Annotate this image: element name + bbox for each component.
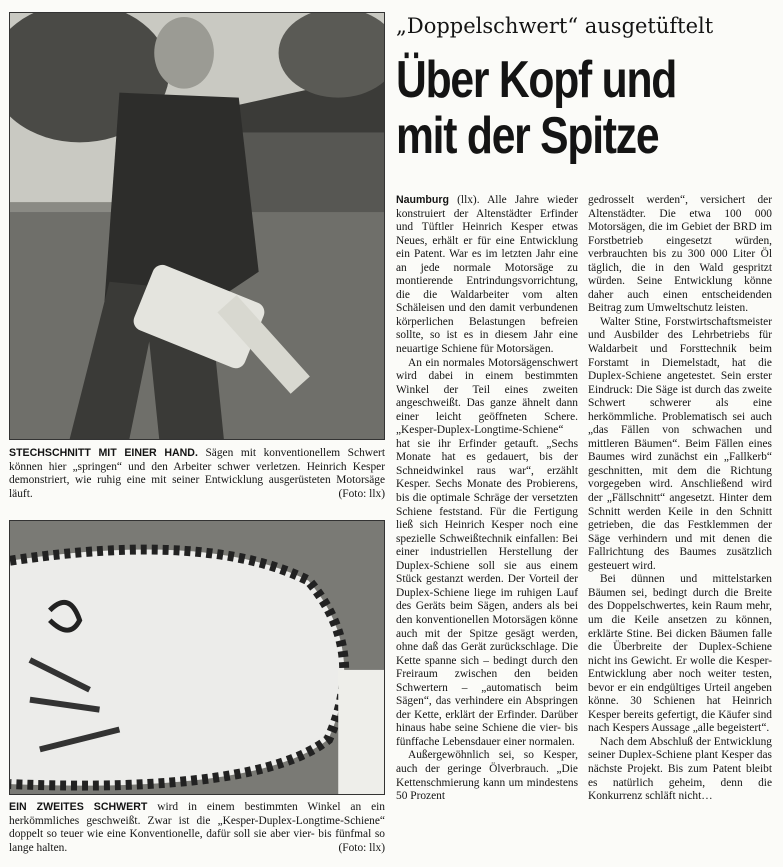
article-paragraph: Naumburg (llx). Alle Jahre wieder konstruiert der Altenstädter Erfinder und Tüftler Heinrich Kesper etwas Neues, erhält er für eine Entwicklung ein Patent. War es im letzten Jahr eine an jede normale Motorsäge zu montierende Entrindungsvorrichtung, die die Waldarbeiter vom alten Schäleisen und den damit verbundenen körperlichen Belastungen befreien sollte, so ist es in diesem Jahr eine neuartige Schiene für Motorsägen. [396,194,578,356]
photo2-caption-text: wird in einem bestimmten Winkel an ein herkömmliches geschweißt. Zwar ist die „Kesper-Duplex-Longtime-Schiene“ doppelt so teuer wie eine Konventionelle, dafür soll sie aber vier- bis fünfmal so lange halten. [9,801,385,854]
photo2-caption [9,801,385,855]
article-paragraph: Nach dem Abschluß der Entwicklung seiner Duplex-Schiene plant Kesper das nächste Projekt. Bis zum Patent bleibt es natürlich geheim, denn die Konkurrenz schläft nicht… [588,735,772,803]
headline-line-2: mit der Spitze [396,107,659,165]
article-dateline: Naumburg [396,194,449,206]
chainsaw-bar-photo [9,520,385,795]
article-headline [396,52,738,164]
chainsaw-demonstration-photo [9,12,385,440]
photo1-credit: (Foto: llx) [338,487,385,500]
article-paragraph: gedrosselt werden“, versichert der Altenstädter. Die etwa 100 000 Motorsägen, die im Gebiet der BRD im Forstbetrieb eingesetzt würden, verbrauchten bis zu 300 000 Liter Öl täglich, die in den Wald gespritzt würden. Seine Entwicklung könne daher auch einen entscheidenden Beitrag zum Umweltschutz leisten. [588,194,772,315]
article-column-1 [396,194,578,804]
photo1-caption-lead: STECHSCHNITT MIT EINER HAND. [9,447,198,459]
headline-line-1: Über Kopf und [396,51,677,109]
article-paragraph: An ein normales Motorsägenschwert wird dabei in einem bestimmten Winkel der Teil eines zweiten angeschweißt. Das ganze ähnelt dann einer leicht geöffneten Schere. „Kesper-Duplex-Longtime-Schiene“ hat sie ihr Erfinder getauft. „Sechs Monate hat es gedauert, bis der Schneidwinkel raus war“, erzählt Kesper. Sechs Monate des Probierens, bis die optimale Schräge der versetzten Schiene feststand. Für die Fertigung ließ sich Heinrich Kesper noch eine spezielle Schweißtechnik einfallen: Bei einer industriellen Herstellung der Duplex-Schiene soll sie aus einem Stück gestanzt werden. Der Vorteil der Duplex-Schiene liege im ruhigen Lauf des Geräts beim Sägen, anders als bei den konventionellen Motorsägen könne auch mit der Spitze gesägt werden, ohne daß das Gerät zurückschlage. Die Kette spanne sich – bedingt durch den Freiraum zwischen den beiden Schwertern – „automatisch beim Sägen“, das verhindere ein Abspringen der Kette, erklärt der Erfinder. Darüber hinaus habe seine Schiene die vier- bis fünffache Lebensdauer einer normalen. [396,356,578,748]
article-column-2 [588,194,772,804]
article-paragraph: Bei dünnen und mittelstarken Bäumen sei, bedingt durch die Breite des Doppelschwertes, kein Raum mehr, um die Keile ansetzen zu können, erklärte Stine. Bei dicken Bäumen falle die Überbreite der Duplex-Schiene nicht ins Gewicht. Er wolle die Kesper-Entwicklung aber noch weiter testen, bevor er ein endgültiges Urteil angeben könne. 30 Schienen hat Heinrich Kesper bereits gefertigt, die Käufer sind nach Kespers Aussage „alle begeistert“. [588,573,772,735]
article-kicker: „Doppelschwert“ ausgetüftelt [396,14,714,38]
photo2-credit: (Foto: llx) [338,841,385,854]
photo2-caption-lead: EIN ZWEITES SCHWERT [9,801,148,813]
article-paragraph: Walter Stine, Forstwirtschaftsmeister und Ausbilder des Lehrbetriebs für Waldarbeit und Forsttechnik beim Forstamt in Diemelstadt, hat die Duplex-Schiene angetestet. Sein erster Eindruck: Die Säge ist durch das zweite Schwert schwerer als eine herkömmliche. Problematisch sei auch „das Fällen von schwachen und mittleren Bäumen“. Beim Fällen eines Baumes wird zunächst ein „Fallkerb“ geschnitten, mit dem die Richtung vorgegeben wird. Anschließend wird der „Fällschnitt“ angesetzt. Hinter dem Schnitt werden Keile in den Schnitt getrieben, die das Festklemmen der Säge verhindern und mit denen die Fallrichtung des Baumes zusätzlich gesteuert wird. [588,315,772,572]
photo1-caption [9,447,385,501]
photo1-caption-text: Sägen mit konventionellem Schwert können hier „springen“ und den Arbeiter schwer verletzen. Heinrich Kesper demonstriert, wie ruhig eine mit seiner Entwicklung ausgerüsteten Motorsäge läuft. [9,447,386,500]
article-paragraph: Außergewöhnlich sei, so Kesper, auch der geringe Ölverbrauch. „Die Kettenschmierung kann um mindestens 50 Prozent [396,749,578,803]
